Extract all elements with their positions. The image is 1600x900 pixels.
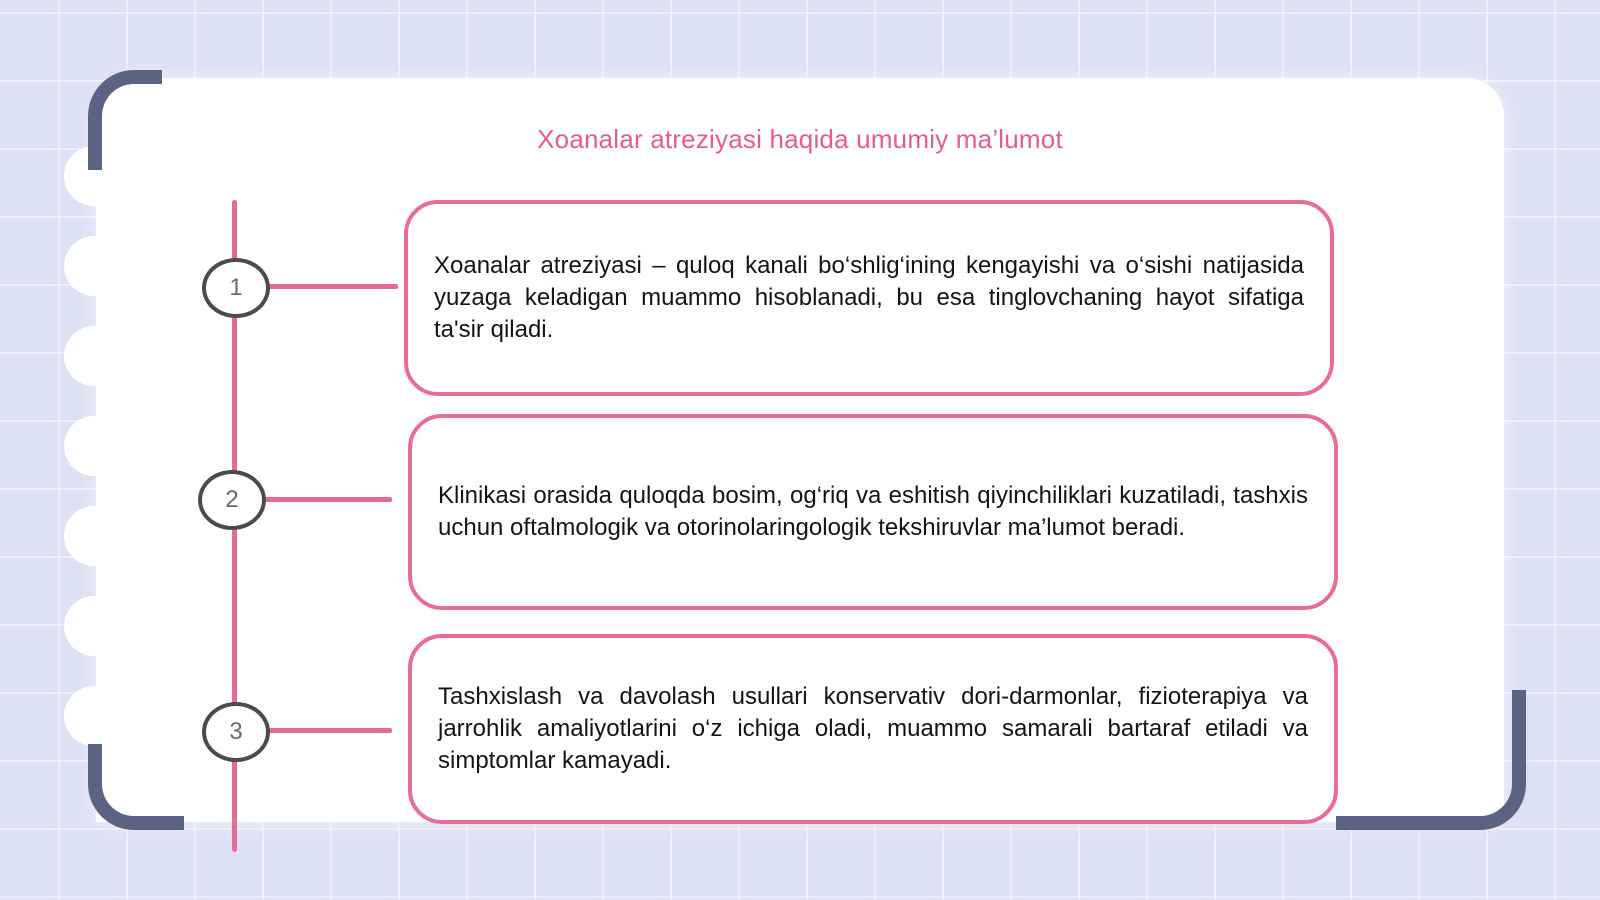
info-box-2-text: Klinikasi orasida quloqda bosim, og‘riq va eshitish qiyinchiliklari kuzatiladi, tashxis uchun oftalmologik va otorinolaringologik tekshiruvlar ma’lumot beradi. [438,482,1308,541]
timeline-node-2: 2 [198,470,266,530]
slide-title: Xoanalar atreziyasi haqida umumiy ma’lumot [537,124,1063,154]
scallop-decoration [64,686,124,746]
info-box-2 [408,414,1338,610]
info-box-3-text: Tashxislash va davolash usullari konservativ dori-darmonlar, fizioterapiya va jarrohlik amaliyotlarini o‘z ichiga oladi, muammo samarali bartaraf etiladi va simptomlar kamayadi. [438,683,1308,774]
scallop-decoration [64,596,124,656]
info-box-1 [404,200,1334,396]
timeline-connector-1 [266,284,398,289]
corner-bracket-bottom-left [88,744,184,830]
scallop-decoration [64,506,124,566]
corner-bracket-bottom-right [1336,690,1526,830]
scallop-decoration [64,236,124,296]
scallop-decoration [64,416,124,476]
timeline-node-3: 3 [202,702,270,762]
timeline-connector-3 [266,728,392,733]
info-box-3 [408,634,1338,824]
scallop-decoration [64,326,124,386]
corner-bracket-top-left [88,70,162,170]
timeline-node-1: 1 [202,258,270,318]
info-box-1-text: Xoanalar atreziyasi – quloq kanali bo‘shlig‘ining kengayishi va o‘sishi natijasida yuzaga keladigan muammo hisoblanadi, bu esa tinglovchaning hayot sifatiga ta'sir qiladi. [434,252,1304,343]
timeline-connector-2 [262,497,392,502]
